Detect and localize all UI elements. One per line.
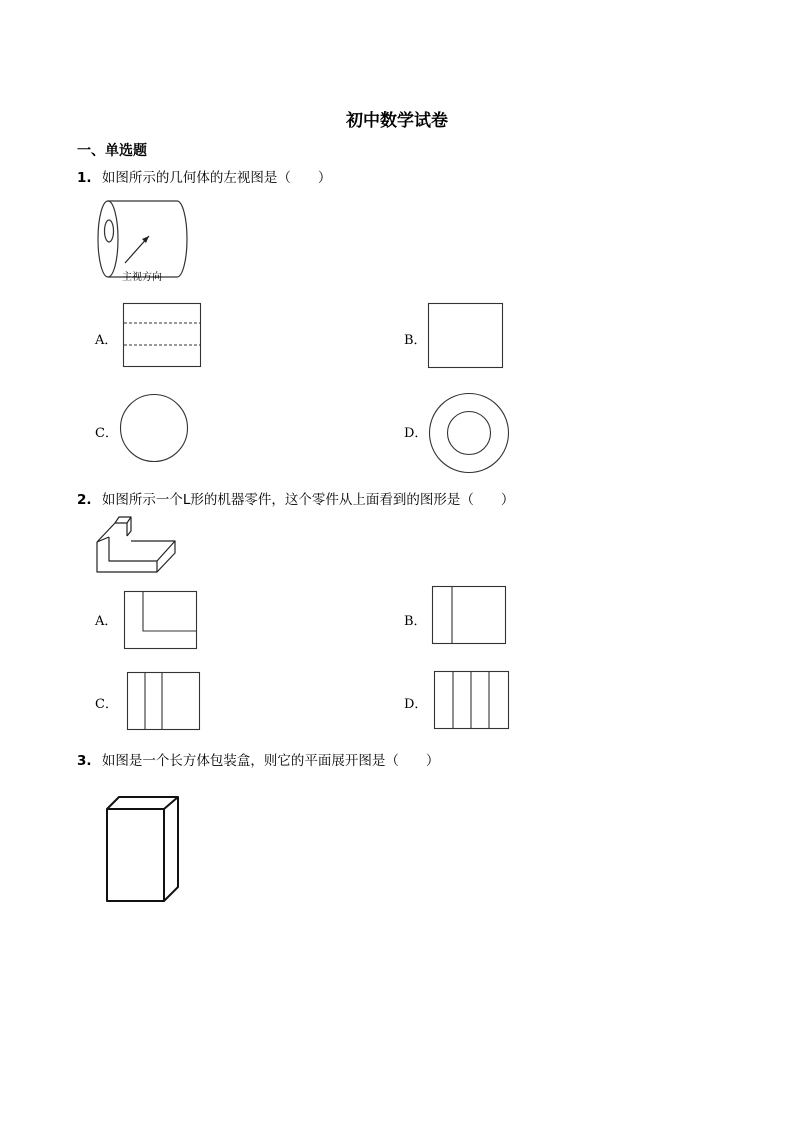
question-1 [77, 166, 331, 186]
question-3 [77, 749, 439, 769]
q1-option-d-figure [427, 393, 513, 475]
section-heading: 一、单选题 [77, 143, 147, 159]
page-title: 初中数学试卷 [346, 111, 448, 131]
question-text: 如图是一个长方体包装盒，则它的平面展开图是（ ） [101, 753, 440, 769]
question-number: 3. [77, 753, 92, 769]
q2-option-c-figure [127, 672, 203, 734]
option-d-label: D． [404, 426, 428, 441]
q1-option-a-figure [123, 303, 203, 369]
q2-option-b-figure [432, 586, 508, 648]
option-b-label: B． [404, 333, 427, 348]
option-c-label: C． [95, 697, 118, 712]
q2-option-a-figure [124, 591, 200, 653]
question-number: 1. [77, 170, 92, 186]
option-a-label: A． [95, 614, 118, 629]
q3-cuboid-figure [104, 794, 184, 906]
option-c-label: C． [95, 426, 118, 441]
question-text: 如图所示的几何体的左视图是（ ） [101, 170, 332, 186]
option-a-label: A． [95, 333, 118, 348]
q2-option-d-figure [434, 671, 512, 733]
option-b-label: B． [404, 614, 427, 629]
question-2 [77, 488, 514, 508]
q1-option-c-figure [119, 393, 191, 465]
q2-l-shape-figure [95, 515, 185, 577]
question-text: 如图所示一个L形的机器零件，这个零件从上面看到的图形是（ ） [101, 492, 515, 508]
view-direction-label: 主视方向 [122, 272, 162, 283]
option-d-label: D． [404, 697, 428, 712]
question-number: 2. [77, 492, 92, 508]
q1-option-b-figure [428, 303, 506, 371]
